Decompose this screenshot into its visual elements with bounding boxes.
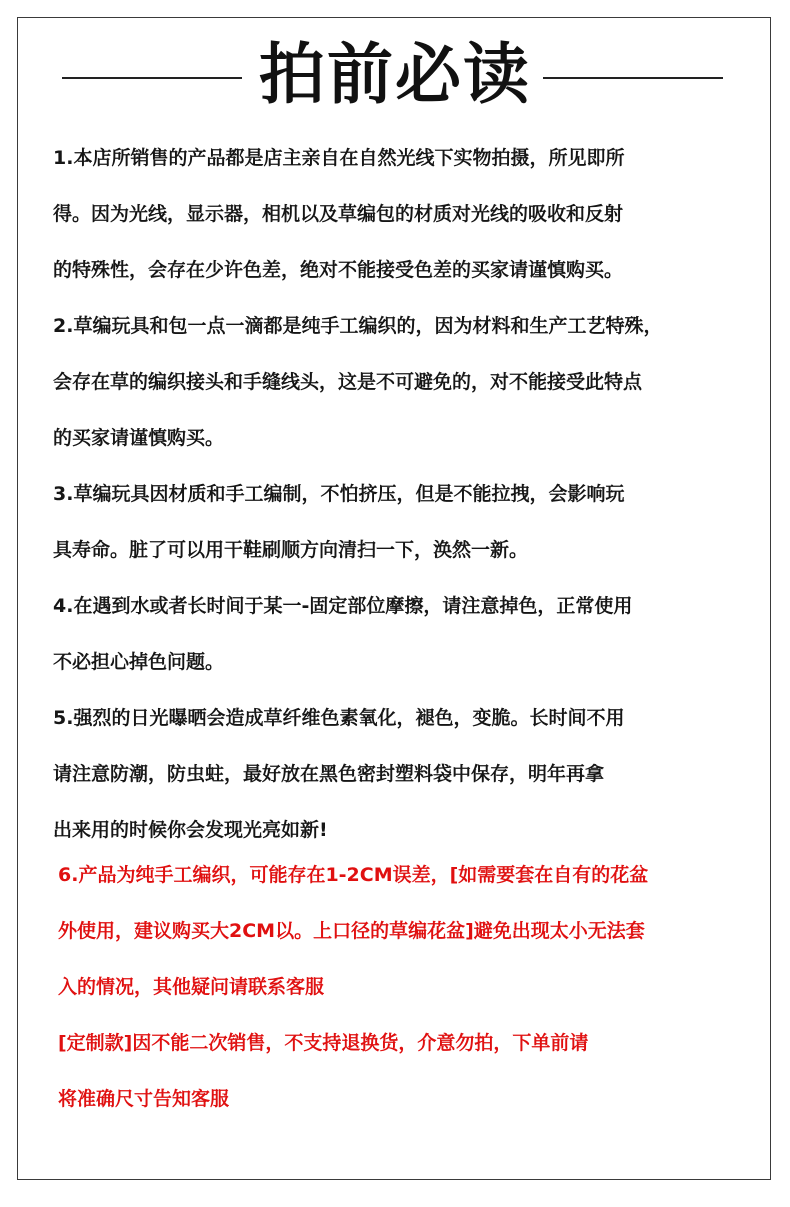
notice-line: 请注意防潮，防虫蛀，最好放在黑色密封塑料袋中保存，明年再拿 <box>53 763 605 785</box>
notice-line: 得。因为光线，显示器，相机以及草编包的材质对光线的吸收和反射 <box>53 203 624 225</box>
notice-line: 具寿命。脏了可以用干鞋刷顺方向清扫一下，涣然一新。 <box>53 539 529 561</box>
notice-line: 的特殊性，会存在少许色差，绝对不能接受色差的买家请谨慎购买。 <box>53 259 624 281</box>
notice-line: 2.草编玩具和包一点一滴都是纯手工编织的，因为材料和生产工艺特殊， <box>53 315 663 337</box>
warning-line: 将准确尺寸告知客服 <box>58 1088 230 1110</box>
warning-line: 6.产品为纯手工编织，可能存在1-2CM误差，[如需要套在自有的花盆 <box>58 864 649 886</box>
warning-line: 入的情况，其他疑问请联系客服 <box>58 976 325 998</box>
title-header <box>0 30 790 120</box>
notice-line: 出来用的时候你会发现光亮如新! <box>53 819 328 841</box>
notice-line: 不必担心掉色问题。 <box>53 651 225 673</box>
title-rule-left <box>62 77 242 79</box>
notice-line: 1.本店所销售的产品都是店主亲自在自然光线下实物拍摄，所见即所 <box>53 147 625 169</box>
page-title: 拍前必读 <box>259 36 531 113</box>
warning-line: 外使用，建议购买大2CM以。上口径的草编花盆]避免出现太小无法套 <box>58 920 645 942</box>
notice-line: 4.在遇到水或者长时间于某一-固定部位摩擦，请注意掉色，正常使用 <box>53 595 633 617</box>
warning-line: [定制款]因不能二次销售，不支持退换货，介意勿拍，下单前请 <box>58 1032 589 1054</box>
notice-line: 的买家请谨慎购买。 <box>53 427 225 449</box>
title-rule-right <box>543 77 723 79</box>
notice-line: 3.草编玩具因材质和手工编制，不怕挤压，但是不能拉拽，会影响玩 <box>53 483 625 505</box>
notice-line: 5.强烈的日光曝晒会造成草纤维色素氧化，褪色，变脆。长时间不用 <box>53 707 625 729</box>
notice-line: 会存在草的编织接头和手缝线头，这是不可避免的，对不能接受此特点 <box>53 371 643 393</box>
